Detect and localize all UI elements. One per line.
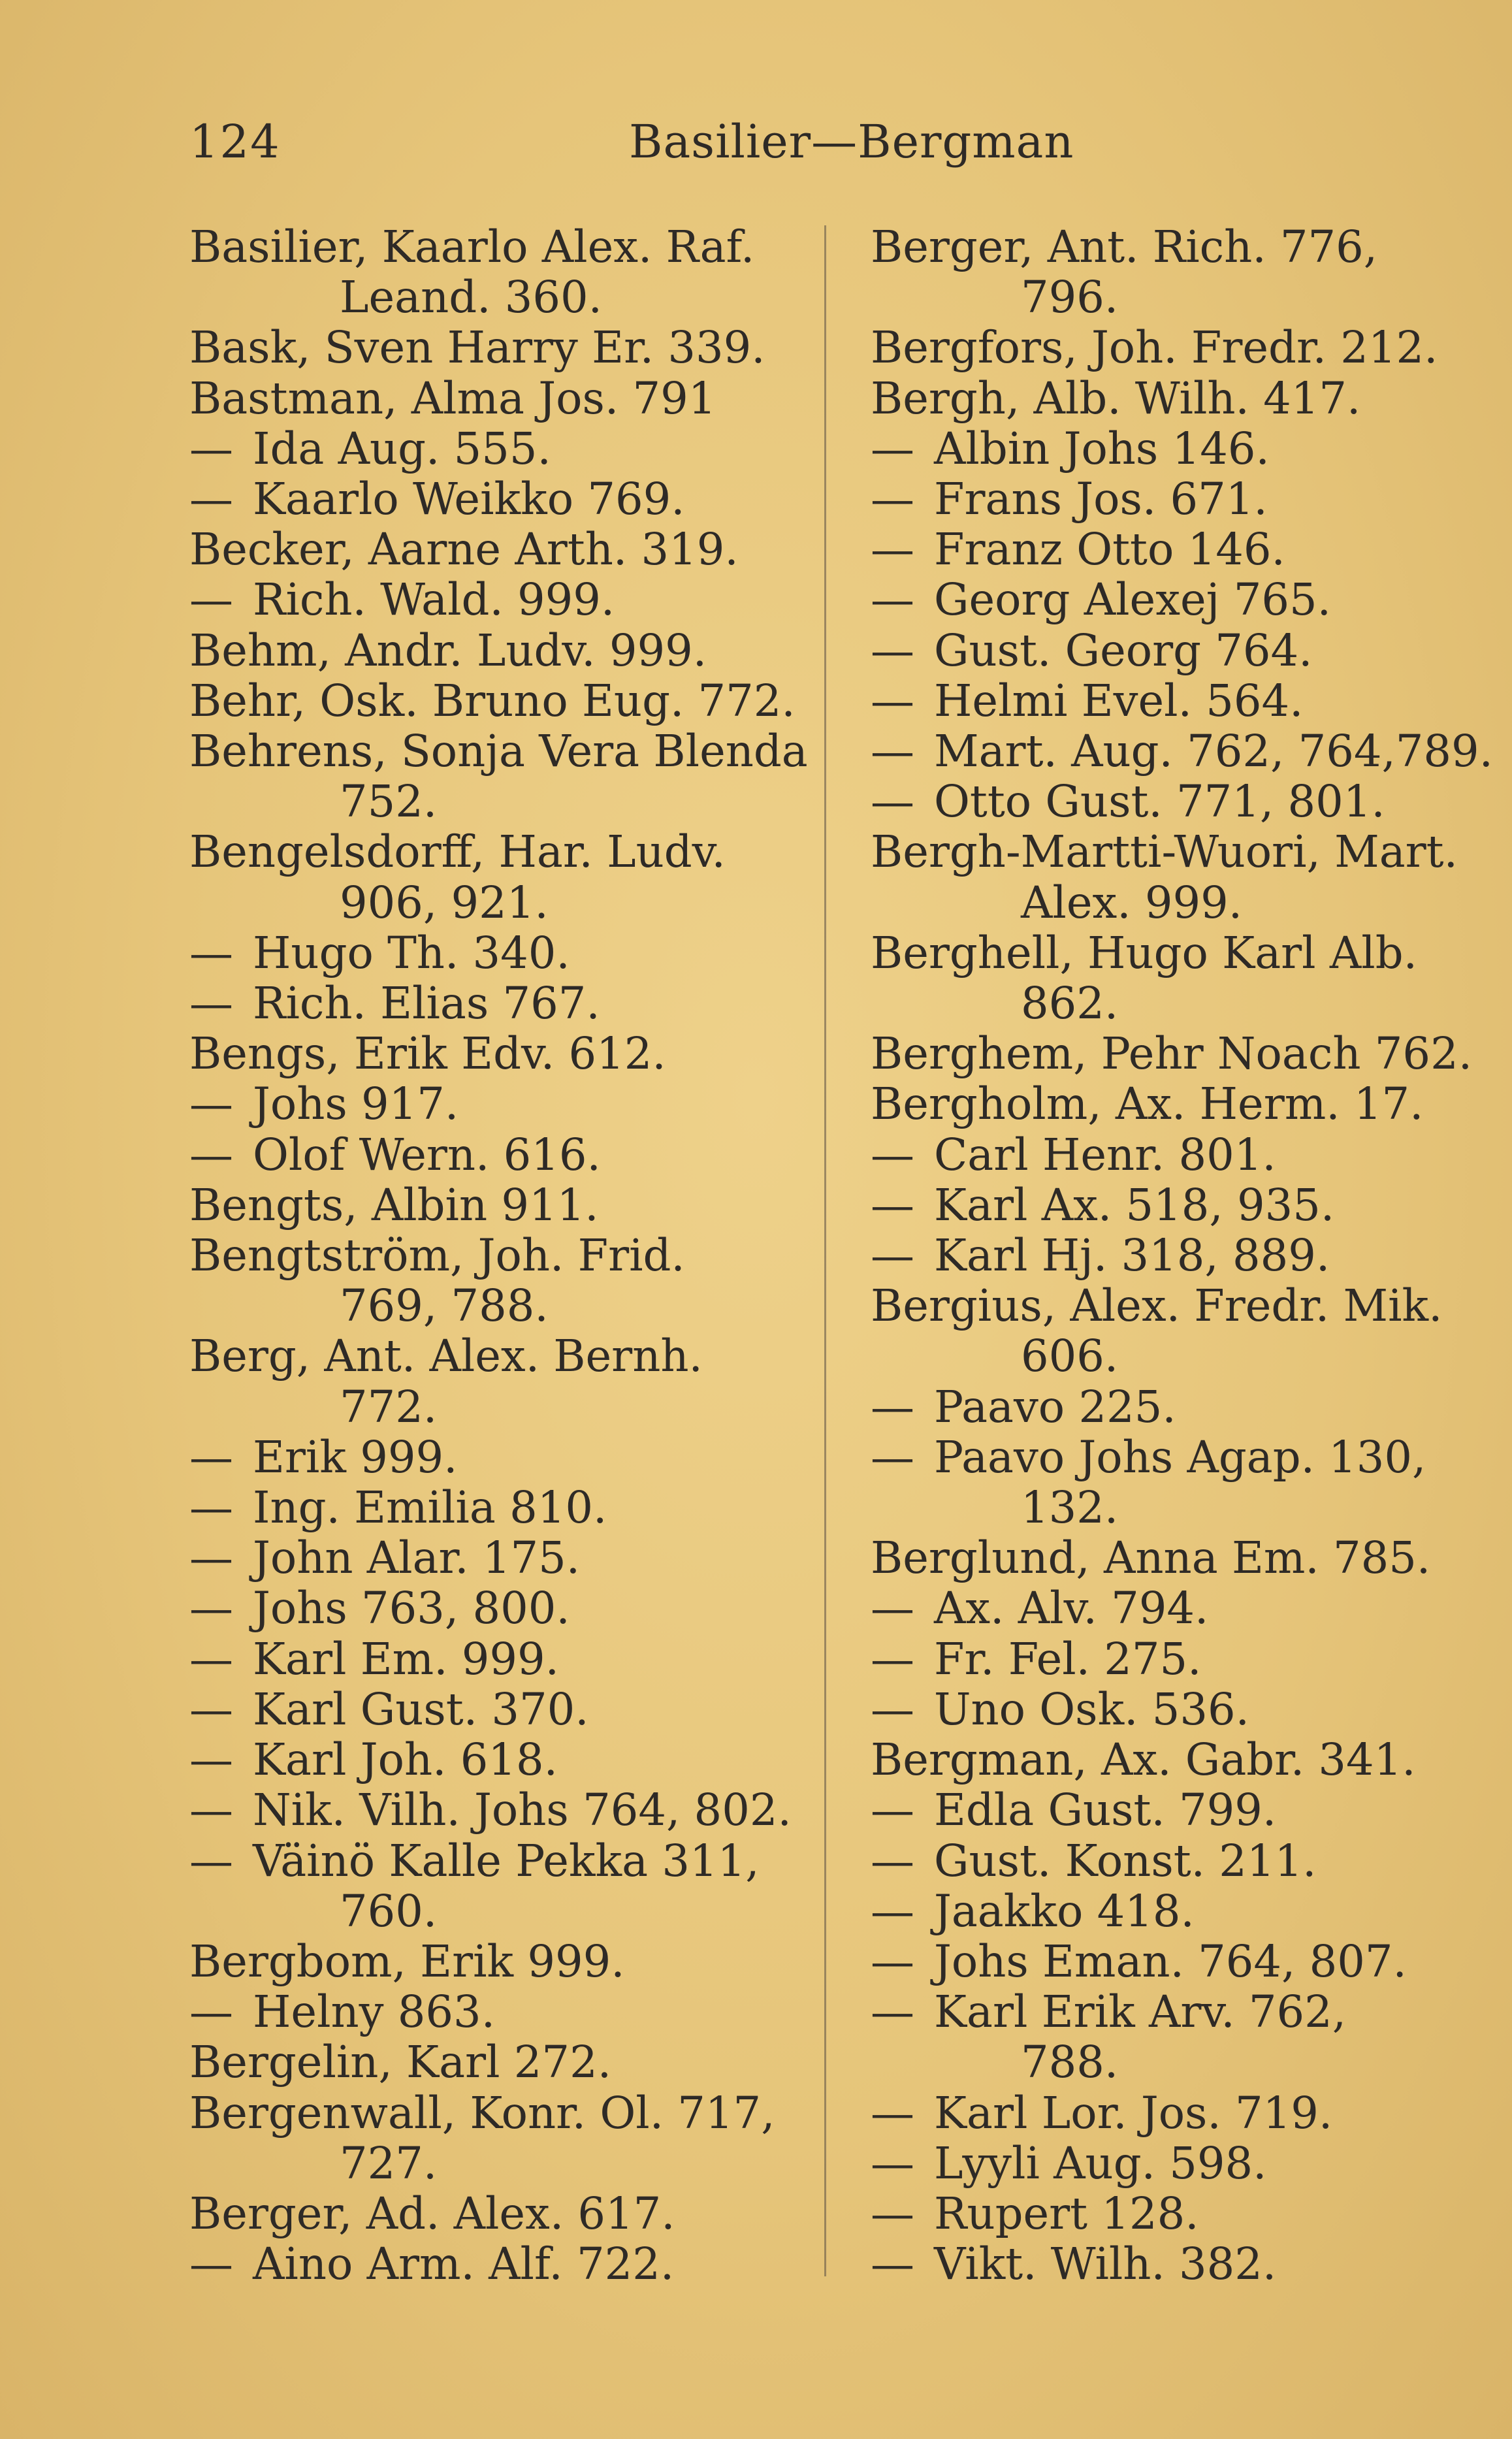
name-entry	[871, 1029, 1478, 1079]
sub-entry	[189, 1735, 797, 1785]
entry-text: Bergh, Alb. Wilh. 417.	[871, 372, 1361, 424]
sub-entry	[871, 2088, 1478, 2139]
sub-entry	[871, 1886, 1478, 1937]
entry-text: Fr. Fel. 275.	[934, 1633, 1202, 1685]
entry-text: Nik. Vilh. Johs 764, 802.	[253, 1785, 792, 1836]
ditto-dash: —	[189, 1683, 233, 1735]
sub-entry	[871, 1634, 1478, 1685]
ditto-dash: —	[189, 978, 233, 1029]
ditto-dash: —	[189, 1785, 233, 1836]
entry-text: Aino Arm. Alf. 722.	[253, 2238, 675, 2290]
entry-text: Kaarlo Weikko 769.	[253, 474, 685, 525]
ditto-dash: —	[871, 1381, 914, 1432]
name-entry	[871, 222, 1478, 272]
entry-text: Bask, Sven Harry Er. 339.	[189, 322, 765, 374]
sub-entry	[871, 575, 1478, 625]
entry-text: Bengs, Erik Edv. 612.	[189, 1028, 666, 1080]
entry-text: Carl Henr. 801.	[934, 1129, 1276, 1180]
sub-entry	[871, 2189, 1478, 2239]
ditto-dash: —	[871, 1986, 914, 2038]
sub-entry	[871, 676, 1478, 726]
sub-entry	[189, 1836, 797, 1886]
entry-text: Uno Osk. 536.	[934, 1683, 1249, 1735]
ditto-dash: —	[189, 1078, 233, 1130]
sub-entry	[189, 474, 797, 525]
entry-continuation	[871, 2037, 1478, 2088]
name-entry	[189, 1180, 797, 1231]
ditto-dash: —	[871, 574, 914, 626]
ditto-dash: —	[871, 474, 914, 525]
sub-entry	[871, 1685, 1478, 1735]
entry-text: Edla Gust. 799.	[934, 1785, 1277, 1836]
entry-text: Gust. Georg 764.	[934, 624, 1313, 676]
name-entry	[189, 222, 797, 272]
entry-text: Johs 917.	[253, 1078, 459, 1130]
entry-text: Behrens, Sonja Vera Blenda	[189, 726, 808, 777]
ditto-dash: —	[871, 1583, 914, 1634]
left-column	[189, 221, 808, 2290]
entry-continuation	[189, 777, 797, 827]
entry-text: 606.	[1021, 1331, 1119, 1382]
entry-continuation	[189, 1281, 797, 1331]
entry-text: Franz Otto 146.	[934, 524, 1285, 575]
sub-entry	[871, 1382, 1478, 1432]
entry-text: Georg Alexej 765.	[934, 574, 1331, 626]
entry-text: Rich. Elias 767.	[253, 978, 600, 1029]
ditto-dash: —	[871, 2188, 914, 2239]
entry-text: Erik 999.	[253, 1431, 458, 1483]
entry-text: Bastman, Alma Jos. 791	[189, 372, 716, 424]
entry-text: Jaakko 418.	[934, 1885, 1195, 1937]
sub-entry	[871, 525, 1478, 575]
entry-text: Paavo Johs Agap. 130,	[934, 1431, 1426, 1483]
sub-entry	[189, 1079, 797, 1129]
name-entry	[871, 1079, 1478, 1129]
entry-text: Behm, Andr. Ludv. 999.	[189, 624, 707, 676]
entry-text: Paavo 225.	[934, 1381, 1176, 1432]
sub-entry	[871, 1180, 1478, 1231]
name-entry	[189, 323, 797, 373]
entry-continuation	[871, 1331, 1478, 1381]
ditto-dash: —	[189, 1129, 233, 1180]
entry-text: Karl Hj. 318, 889.	[934, 1230, 1330, 1282]
entry-text: Bergelin, Karl 272.	[189, 2037, 611, 2088]
name-entry	[189, 1937, 797, 1987]
entry-text: Olof Wern. 616.	[253, 1129, 601, 1180]
entry-text: Bergbom, Erik 999.	[189, 1935, 625, 1987]
ditto-dash: —	[189, 474, 233, 525]
entry-text: 752.	[340, 776, 438, 828]
entry-text: Basilier, Kaarlo Alex. Raf.	[189, 221, 755, 272]
ditto-dash: —	[871, 524, 914, 575]
entry-continuation	[871, 978, 1478, 1029]
sub-entry	[189, 1432, 797, 1483]
sub-entry	[871, 1937, 1478, 1987]
name-entry	[871, 323, 1478, 373]
ditto-dash: —	[189, 1583, 233, 1634]
ditto-dash: —	[871, 1633, 914, 1685]
ditto-dash: —	[871, 776, 914, 828]
ditto-dash: —	[189, 1835, 233, 1886]
entry-text: Karl Erik Arv. 762,	[934, 1986, 1347, 2038]
entry-text: Gust. Konst. 211.	[934, 1835, 1317, 1886]
entry-text: Albin Johs 146.	[934, 423, 1270, 474]
entry-text: Karl Em. 999.	[253, 1633, 559, 1685]
entry-text: Alex. 999.	[1021, 877, 1243, 928]
entry-text: Lyyli Aug. 598.	[934, 2137, 1267, 2189]
entry-text: Helny 863.	[253, 1986, 495, 2038]
entry-text: Helmi Evel. 564.	[934, 675, 1304, 726]
entry-continuation	[871, 878, 1478, 928]
sub-entry	[871, 1583, 1478, 1634]
sub-entry	[871, 1987, 1478, 2037]
name-entry	[189, 827, 797, 877]
name-entry	[871, 928, 1478, 978]
entry-text: Vikt. Wilh. 382.	[934, 2238, 1277, 2290]
ditto-dash: —	[871, 2087, 914, 2139]
sub-entry	[189, 575, 797, 625]
entry-continuation	[189, 2139, 797, 2189]
sub-entry	[189, 2239, 797, 2289]
ditto-dash: —	[871, 726, 914, 777]
entry-text: Berglund, Anna Em. 785.	[871, 1532, 1431, 1584]
sub-entry	[189, 1130, 797, 1180]
entry-continuation	[189, 272, 797, 323]
entry-continuation	[871, 272, 1478, 323]
name-entry	[871, 1533, 1478, 1583]
entry-text: 796.	[1021, 272, 1119, 323]
ditto-dash: —	[871, 1431, 914, 1483]
ditto-dash: —	[871, 1885, 914, 1937]
entry-text: Bergfors, Joh. Fredr. 212.	[871, 322, 1438, 374]
sub-entry	[871, 1836, 1478, 1886]
ditto-dash: —	[189, 574, 233, 626]
name-entry	[189, 2037, 797, 2088]
entry-text: Leand. 360.	[340, 272, 602, 323]
sub-entry	[189, 1987, 797, 2037]
ditto-dash: —	[871, 423, 914, 474]
entry-text: Karl Lor. Jos. 719.	[934, 2087, 1333, 2139]
name-entry	[189, 374, 797, 424]
entry-text: Bengelsdorff, Har. Ludv.	[189, 826, 726, 878]
right-column	[871, 221, 1493, 2290]
entry-text: Berger, Ant. Rich. 776,	[871, 221, 1378, 272]
sub-entry	[189, 928, 797, 978]
entry-continuation	[189, 1886, 797, 1937]
sub-entry	[189, 978, 797, 1029]
entry-text: Ing. Emilia 810.	[253, 1482, 607, 1534]
entry-text: 772.	[340, 1381, 438, 1432]
entry-text: 727.	[340, 2137, 438, 2189]
entry-text: Bengts, Albin 911.	[189, 1179, 599, 1231]
entry-text: Otto Gust. 771, 801.	[934, 776, 1385, 828]
entry-text: Bergh-Martti-Wuori, Mart.	[871, 826, 1458, 878]
entry-text: 906, 921.	[340, 877, 549, 928]
name-entry	[189, 2189, 797, 2239]
ditto-dash: —	[871, 675, 914, 726]
sub-entry	[189, 1533, 797, 1583]
running-header: Basilier—Bergman	[629, 115, 1074, 169]
ditto-dash: —	[189, 2238, 233, 2290]
ditto-dash: —	[871, 1179, 914, 1231]
entry-text: Karl Gust. 370.	[253, 1683, 589, 1735]
sub-entry	[189, 1634, 797, 1685]
entry-text: Mart. Aug. 762, 764,789.	[934, 726, 1493, 777]
name-entry	[189, 2088, 797, 2139]
name-entry	[189, 1231, 797, 1281]
sub-entry	[871, 626, 1478, 676]
entry-text: 788.	[1021, 2037, 1119, 2088]
entry-text: 769, 788.	[340, 1280, 549, 1332]
entry-text: Rich. Wald. 999.	[253, 574, 615, 626]
column-divider	[824, 225, 826, 2276]
name-entry	[189, 626, 797, 676]
sub-entry	[871, 474, 1478, 525]
entry-text: Berg, Ant. Alex. Bernh.	[189, 1331, 703, 1382]
name-entry	[189, 525, 797, 575]
entry-continuation	[189, 878, 797, 928]
entry-text: Berghem, Pehr Noach 762.	[871, 1028, 1472, 1080]
entry-text: Bergman, Ax. Gabr. 341.	[871, 1734, 1416, 1786]
sub-entry	[189, 1785, 797, 1835]
entry-text: Karl Joh. 618.	[253, 1734, 558, 1786]
ditto-dash: —	[871, 2238, 914, 2290]
entry-continuation	[189, 1382, 797, 1432]
ditto-dash: —	[189, 1532, 233, 1584]
ditto-dash: —	[871, 1129, 914, 1180]
sub-entry	[871, 1231, 1478, 1281]
entry-text: Johs Eman. 764, 807.	[934, 1935, 1407, 1987]
entry-text: Bergius, Alex. Fredr. Mik.	[871, 1280, 1443, 1332]
entry-text: Johs 763, 800.	[253, 1583, 570, 1634]
sub-entry	[189, 1685, 797, 1735]
sub-entry	[871, 726, 1493, 777]
name-entry	[189, 676, 797, 726]
entry-text: John Alar. 175.	[253, 1532, 580, 1584]
entry-text: Rupert 128.	[934, 2188, 1199, 2239]
entry-text: Väinö Kalle Pekka 311,	[253, 1835, 760, 1886]
ditto-dash: —	[189, 1986, 233, 2038]
sub-entry	[871, 1785, 1478, 1835]
sub-entry	[871, 777, 1478, 827]
sub-entry	[871, 1130, 1478, 1180]
entry-text: Berghell, Hugo Karl Alb.	[871, 927, 1417, 978]
ditto-dash: —	[871, 1935, 914, 1987]
ditto-dash: —	[871, 2137, 914, 2189]
ditto-dash: —	[871, 1835, 914, 1886]
sub-entry	[189, 1583, 797, 1634]
entry-text: Bengtström, Joh. Frid.	[189, 1230, 685, 1282]
ditto-dash: —	[189, 1482, 233, 1534]
ditto-dash: —	[189, 1431, 233, 1483]
entry-text: 760.	[340, 1885, 438, 1937]
ditto-dash: —	[189, 1633, 233, 1685]
ditto-dash: —	[189, 423, 233, 474]
page-number: 124	[189, 115, 281, 169]
entry-text: 862.	[1021, 978, 1119, 1029]
entry-text: Berger, Ad. Alex. 617.	[189, 2188, 675, 2239]
ditto-dash: —	[189, 1734, 233, 1786]
ditto-dash: —	[871, 1785, 914, 1836]
entry-text: Ax. Alv. 794.	[934, 1583, 1209, 1634]
name-entry	[871, 827, 1478, 877]
name-entry	[189, 1331, 797, 1381]
sub-entry	[871, 2139, 1478, 2189]
entry-text: Behr, Osk. Bruno Eug. 772.	[189, 675, 796, 726]
name-entry	[871, 1735, 1478, 1785]
entry-text: Karl Ax. 518, 935.	[934, 1179, 1335, 1231]
ditto-dash: —	[189, 927, 233, 978]
entry-text: Frans Jos. 671.	[934, 474, 1268, 525]
sub-entry	[189, 1483, 797, 1533]
entry-text: Bergholm, Ax. Herm. 17.	[871, 1078, 1424, 1130]
name-entry	[871, 1281, 1478, 1331]
entry-text: Hugo Th. 340.	[253, 927, 570, 978]
entry-text: Ida Aug. 555.	[253, 423, 551, 474]
ditto-dash: —	[871, 1230, 914, 1282]
name-entry	[189, 1029, 797, 1079]
sub-entry	[189, 424, 797, 474]
name-entry	[871, 374, 1478, 424]
ditto-dash: —	[871, 624, 914, 676]
ditto-dash: —	[871, 1683, 914, 1735]
entry-continuation	[871, 1483, 1478, 1533]
entry-text: Bergenwall, Konr. Ol. 717,	[189, 2087, 775, 2139]
sub-entry	[871, 2239, 1478, 2289]
name-entry	[189, 726, 808, 777]
entry-text: 132.	[1021, 1482, 1119, 1534]
sub-entry	[871, 1432, 1478, 1483]
entry-text: Becker, Aarne Arth. 319.	[189, 524, 739, 575]
sub-entry	[871, 424, 1478, 474]
